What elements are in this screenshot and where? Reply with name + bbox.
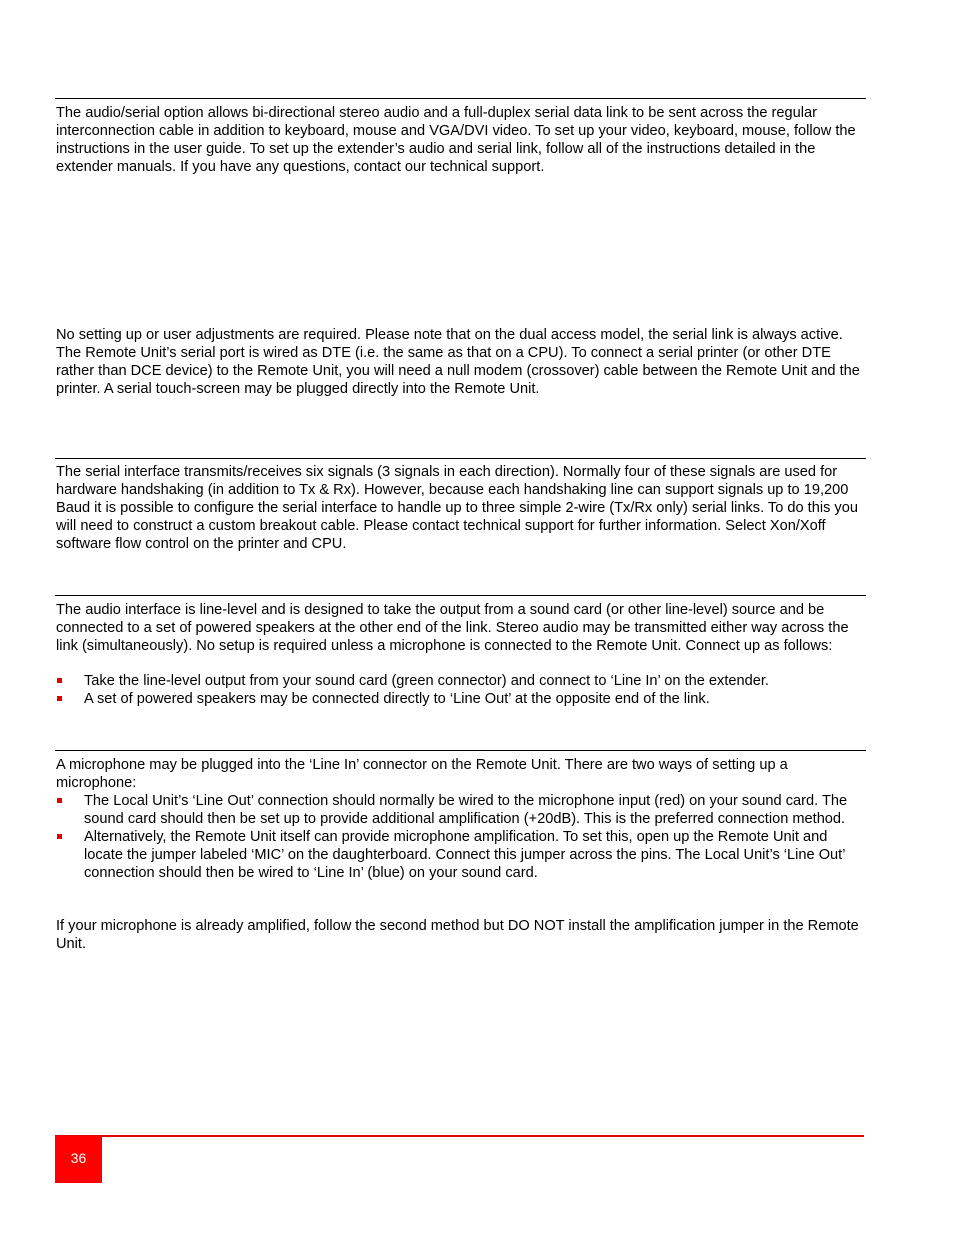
footer-rule xyxy=(55,1135,864,1137)
bullet-square-icon xyxy=(57,798,62,803)
audio-bullet-list xyxy=(56,672,868,708)
microphone-paragraph: A microphone may be plugged into the ‘Line In’ connector on the Remote Unit. There are two ways of setting up a microphone: xyxy=(56,757,788,791)
list-item xyxy=(56,690,868,708)
page-number-badge xyxy=(55,1136,102,1183)
bullet-square-icon xyxy=(57,696,62,701)
list-item-text: Take the line-level output from your sound card (green connector) and connect to ‘Line In’ on the extender. xyxy=(84,673,769,689)
section-rule-audio-interface xyxy=(55,595,866,596)
bullet-square-icon xyxy=(57,834,62,839)
list-item xyxy=(56,828,868,882)
page-number: 36 xyxy=(70,1150,87,1166)
microphone-bullet-list xyxy=(56,792,868,882)
section-rule-serial-interface xyxy=(55,458,866,459)
audio-interface-paragraph: The audio interface is line-level and is designed to take the output from a sound card (or other line-level) source and be connected to a set of powered speakers at the other end of the link. Stereo audio may be transmitted either way across the link (simultaneously). No setup is required unless a microphone is connected to the Remote Unit. Connect up as follows: xyxy=(56,602,849,654)
microphone-note-paragraph: If your microphone is already amplified, follow the second method but DO NOT install the amplification jumper in the Remote Unit. xyxy=(56,918,859,952)
list-item xyxy=(56,672,868,690)
intro-paragraph: The audio/serial option allows bi-directional stereo audio and a full-duplex serial data link to be sent across the regular interconnection cable in addition to keyboard, mouse and VGA/DVI video. To set up your video, keyboard, mouse, follow the instructions in the user guide. To set up the extender’s audio and serial link, follow all of the instructions detailed in the extender manuals. If you have any questions, contact our technical support. xyxy=(56,105,856,175)
list-item-text: Alternatively, the Remote Unit itself can provide microphone amplification. To set this, open up the Remote Unit and locate the jumper labeled ‘MIC’ on the daughterboard. Connect this jumper across the pins. The Local Unit’s ‘Line Out’ connection should then be wired to ‘Line In’ (blue) on your sound card. xyxy=(84,829,845,881)
serial-setup-paragraph: No setting up or user adjustments are required. Please note that on the dual access model, the serial link is always active. The Remote Unit’s serial port is wired as DTE (i.e. the same as that on a CPU). To connect a serial printer (or other DTE rather than DCE device) to the Remote Unit, you will need a null modem (crossover) cable between the Remote Unit and the printer. A serial touch-screen may be plugged directly into the Remote Unit. xyxy=(56,327,860,397)
list-item-text: A set of powered speakers may be connected directly to ‘Line Out’ at the opposite end of the link. xyxy=(84,691,710,707)
serial-interface-paragraph: The serial interface transmits/receives six signals (3 signals in each direction). Normally four of these signals are used for hardware handshaking (in addition to Tx & Rx). However, because each handshaking line can support signals up to 19,200 Baud it is possible to configure the serial interface to handle up to three simple 2-wire (Tx/Rx only) serial links. To do this you will need to construct a custom breakout cable. Please contact technical support for further information. Select Xon/Xoff software flow control on the printer and CPU. xyxy=(56,464,858,552)
bullet-square-icon xyxy=(57,678,62,683)
section-rule-microphone xyxy=(55,750,866,751)
list-item xyxy=(56,792,868,828)
section-rule-intro xyxy=(55,98,866,99)
list-item-text: The Local Unit’s ‘Line Out’ connection should normally be wired to the microphone input (red) on your sound card. The sound card should then be set up to provide additional amplification (+20dB). This is the preferred connection method. xyxy=(84,793,848,827)
